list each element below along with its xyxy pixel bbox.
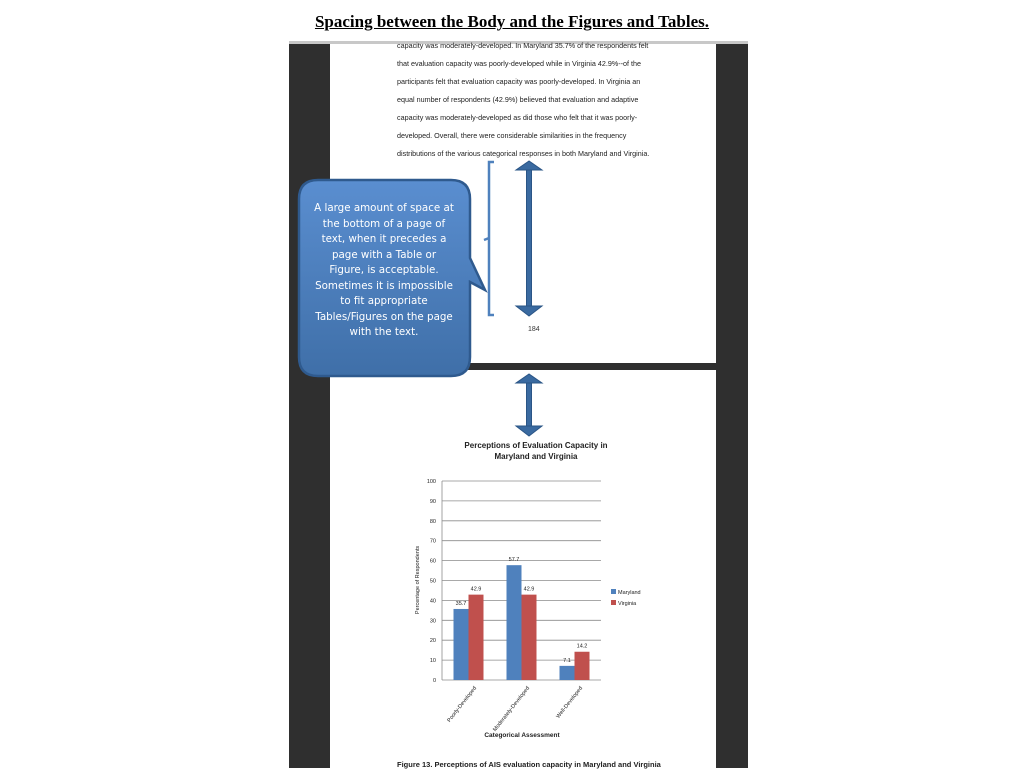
chart-title-line: Maryland and Virginia [494, 452, 578, 461]
x-tick-label: Poorly-Developed [446, 685, 479, 724]
page-number: 184 [528, 326, 540, 333]
body-text-line: participants felt that evaluation capacity was poorly-developed. In Virginia an [397, 77, 641, 86]
chart-title-line: Perceptions of Evaluation Capacity in [464, 441, 608, 450]
legend-label: Maryland [618, 590, 641, 596]
legend-label: Virginia [618, 601, 637, 607]
bar-virginia [575, 652, 590, 680]
data-label: 14.2 [576, 643, 588, 650]
y-tick-label: 60 [429, 558, 436, 565]
data-label: 35.7 [455, 600, 467, 607]
data-label: 42.9 [470, 586, 482, 593]
data-label: 7.1 [563, 657, 571, 664]
body-text-line: distributions of the various categorical responses in both Maryland and Virginia. [397, 149, 650, 158]
body-text-line: capacity was moderately-developed as did those who felt that it was poorly- [397, 113, 638, 122]
body-text-line: that evaluation capacity was poorly-developed while in Virginia 42.9%--of the [397, 59, 641, 68]
legend-swatch [611, 600, 616, 605]
bar-maryland [507, 565, 522, 680]
slide-title: Spacing between the Body and the Figures and Tables. [314, 12, 710, 31]
body-text-line: equal number of respondents (42.9%) believed that evaluation and adaptive [397, 95, 639, 104]
body-text-line: capacity was moderately-developed. In Maryland 35.7% of the respondents felt [397, 41, 649, 50]
data-label: 57.7 [508, 557, 520, 564]
x-axis-label: Categorical Assessment [484, 732, 560, 739]
y-tick-label: 90 [429, 498, 436, 505]
data-label: 42.9 [523, 586, 535, 593]
body-text-line: developed. Overall, there were considerable similarities in the frequency [397, 131, 627, 140]
y-tick-label: 0 [432, 678, 436, 684]
y-tick-label: 40 [429, 598, 436, 605]
y-axis-label: Percentage of Respondents [415, 545, 421, 615]
bar-maryland [560, 666, 575, 680]
x-tick-label: Well-Developed [555, 685, 585, 720]
y-tick-label: 80 [429, 518, 436, 525]
x-tick-label: Moderately-Developed [492, 685, 532, 733]
legend-swatch [611, 589, 616, 594]
y-tick-label: 20 [429, 638, 436, 645]
callout-text: A large amount of space at the bottom of a page of text, when it precedes a page with a Table or Figure, is acceptable. Sometimes it is impossible to fit appropriate Tables/Figures on the page with the text. [314, 202, 454, 338]
bar-virginia [469, 595, 484, 680]
y-tick-label: 100 [426, 479, 436, 485]
bar-maryland [454, 609, 469, 680]
y-tick-label: 50 [429, 578, 436, 585]
figure-caption: Figure 13. Perceptions of AIS evaluation capacity in Maryland and Virginia [397, 760, 661, 769]
y-tick-label: 10 [429, 658, 436, 665]
y-tick-label: 70 [429, 538, 436, 545]
y-tick-label: 30 [429, 618, 436, 625]
bar-virginia [522, 595, 537, 680]
